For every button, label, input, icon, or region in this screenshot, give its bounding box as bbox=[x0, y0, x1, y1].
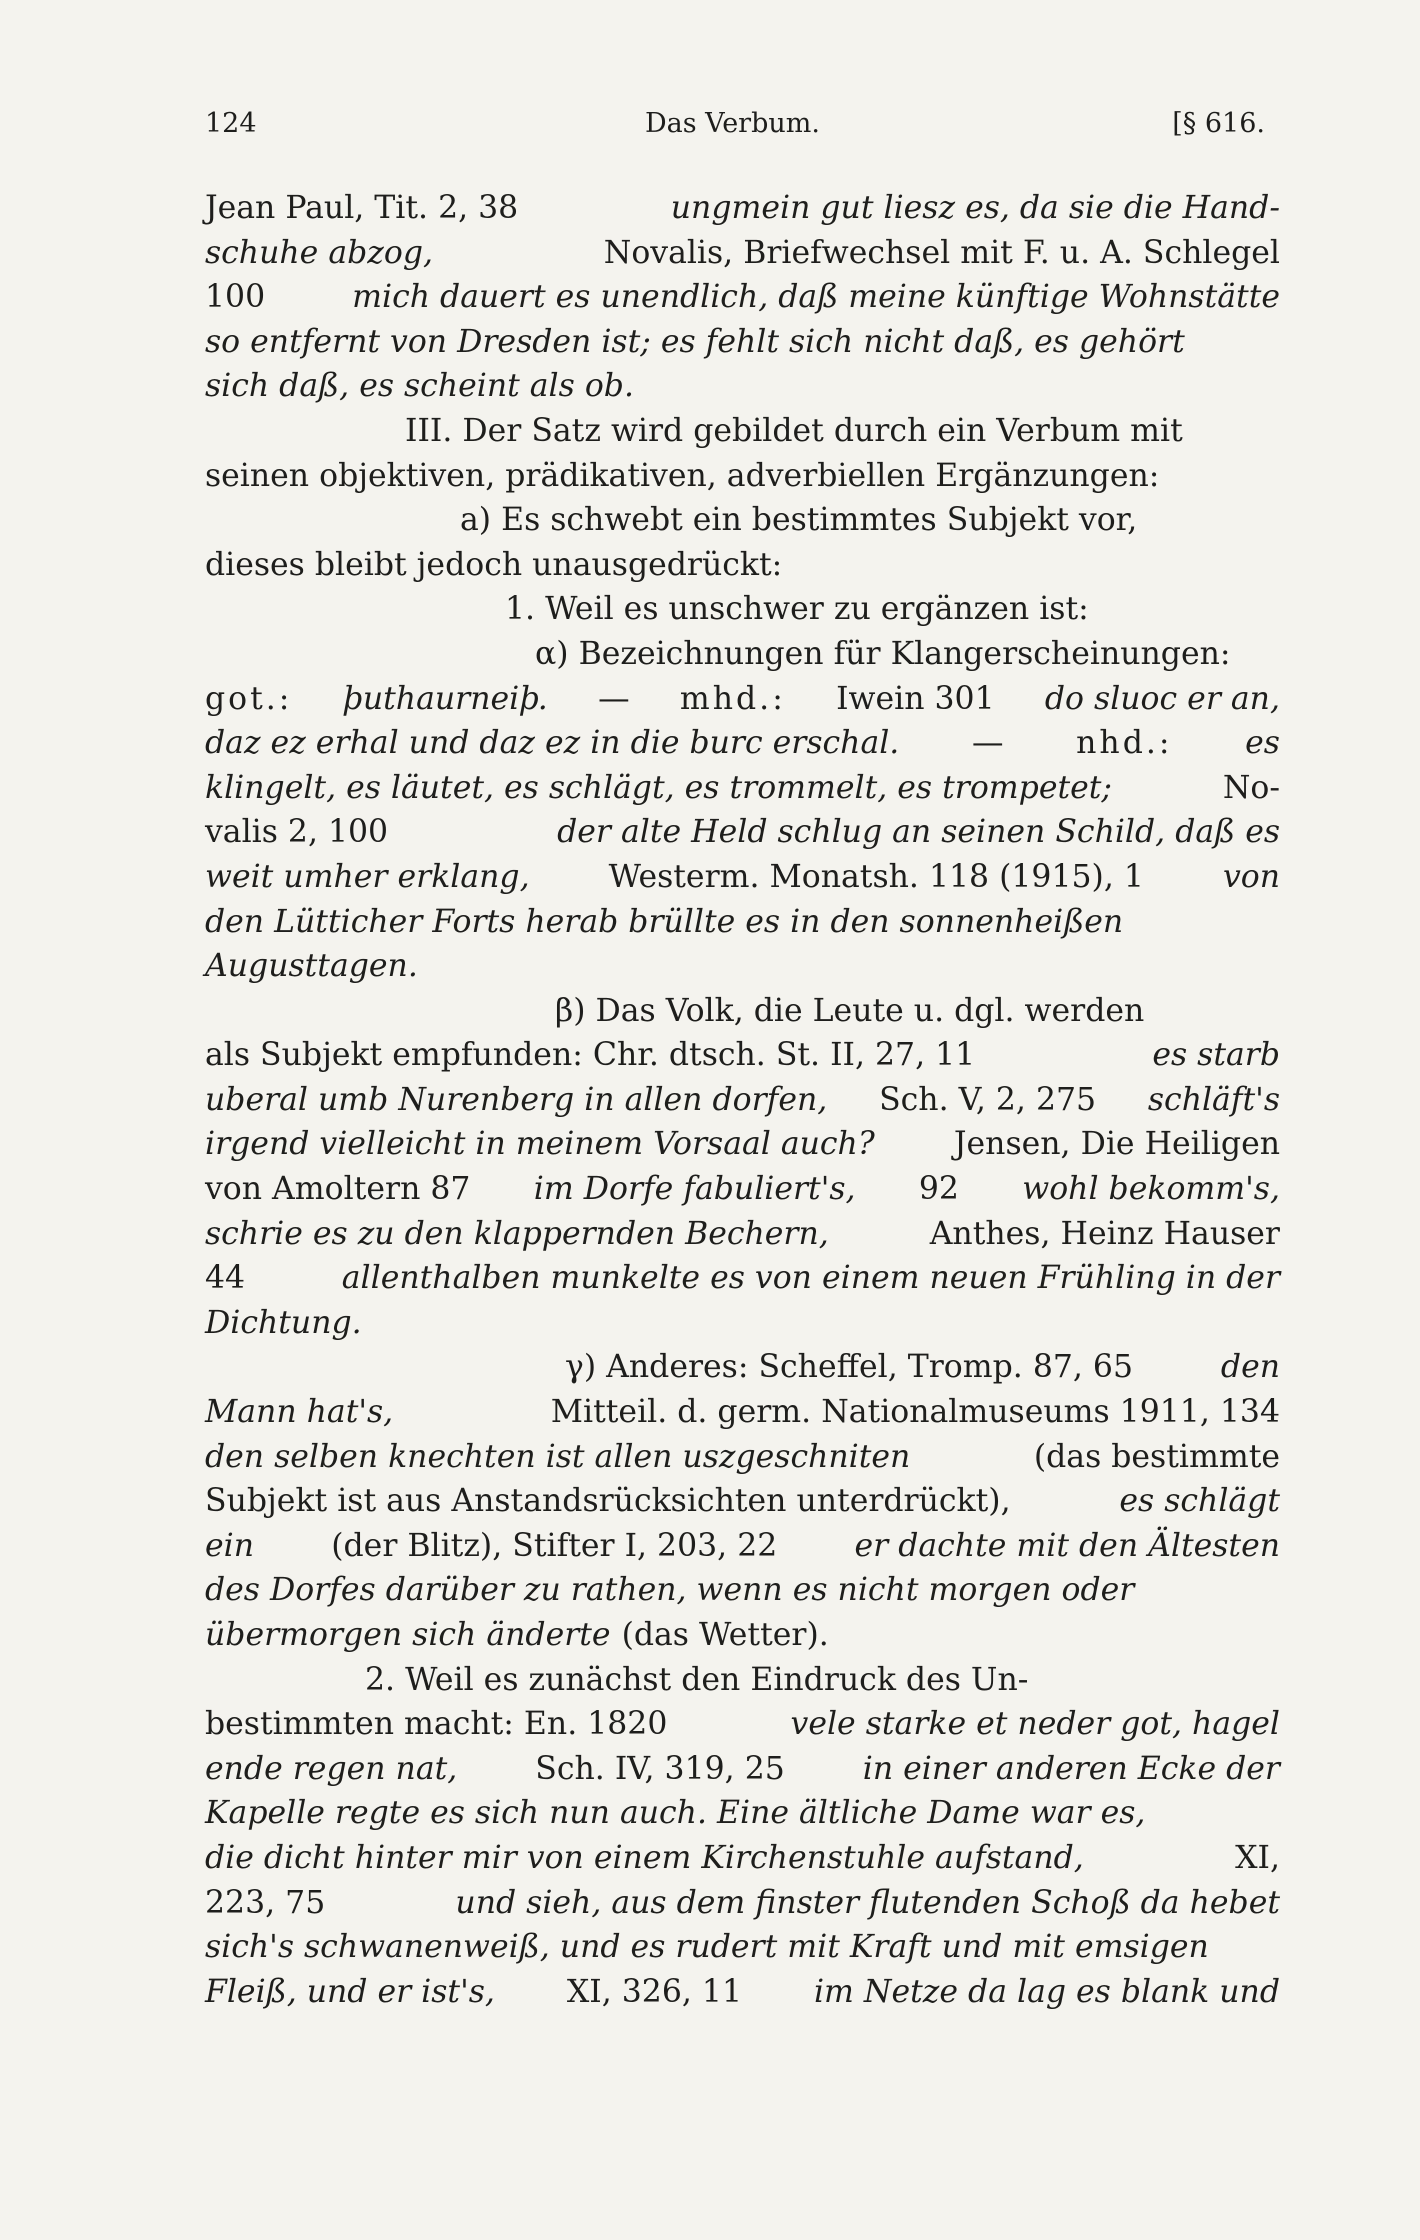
text-segment: III. Der Satz wird gebildet durch ein Verbum mit bbox=[405, 412, 1183, 449]
text-segment: Augusttagen. bbox=[205, 948, 418, 985]
text-line bbox=[205, 766, 1280, 811]
text-segment: allenthalben munkelte es von einem neuen Frühling in der bbox=[341, 1260, 1280, 1297]
text-segment: ein bbox=[205, 1527, 255, 1564]
text-segment: den bbox=[1220, 1349, 1280, 1386]
text-line bbox=[205, 1568, 1280, 1613]
text-line bbox=[205, 186, 1280, 231]
text-segment: wohl bekomm's, bbox=[1022, 1171, 1280, 1208]
text-line bbox=[205, 989, 1280, 1034]
text-line bbox=[205, 1524, 1280, 1569]
text-segment: es bbox=[1245, 725, 1280, 762]
text-segment: Jensen, Die Heiligen bbox=[953, 1126, 1280, 1163]
text-segment: schläft's bbox=[1147, 1081, 1280, 1118]
text-segment: in einer anderen Ecke der bbox=[862, 1750, 1280, 1787]
text-segment: got.: bbox=[205, 680, 293, 717]
text-segment: von bbox=[1222, 858, 1280, 895]
text-line bbox=[205, 1301, 1280, 1346]
text-line bbox=[205, 1791, 1280, 1836]
text-segment: α) Bezeichnungen für Klangerscheinungen: bbox=[535, 635, 1231, 672]
text-segment: (das bestimmte bbox=[1033, 1438, 1280, 1475]
text-segment: mich dauert es unendlich, daß meine künftige Wohnstätte bbox=[352, 279, 1280, 316]
text-segment: Subjekt ist aus Anstandsrücksichten unterdrückt), bbox=[205, 1483, 1011, 1520]
text-segment: Mitteil. d. germ. Nationalmuseums 1911, 134 bbox=[550, 1394, 1280, 1431]
text-line bbox=[205, 721, 1280, 766]
text-line bbox=[205, 1702, 1280, 1747]
text-line bbox=[205, 1613, 1280, 1658]
text-segment: ende regen nat, bbox=[205, 1750, 458, 1787]
text-segment: von Amoltern 87 bbox=[205, 1171, 471, 1208]
text-segment: im Dorfe fabuliert's, bbox=[533, 1171, 856, 1208]
text-line bbox=[205, 1836, 1280, 1881]
text-segment: valis 2, 100 bbox=[205, 814, 389, 851]
text-segment: uberal umb Nurenberg in allen dorfen, bbox=[205, 1081, 828, 1118]
text-segment: Sch. V, 2, 275 bbox=[879, 1081, 1097, 1118]
text-segment: Iwein 301 bbox=[836, 680, 995, 717]
text-segment: Novalis, Briefwechsel mit F. u. A. Schlegel bbox=[603, 234, 1280, 271]
text-segment: vele starke et neder got, hagel bbox=[790, 1706, 1280, 1743]
text-segment: Anthes, Heinz Hauser bbox=[929, 1215, 1280, 1252]
text-line bbox=[205, 498, 1280, 543]
text-segment: irgend vielleicht in meinem Vorsaal auch? bbox=[205, 1126, 875, 1163]
text-line bbox=[205, 1167, 1280, 1212]
text-segment: Sch. IV, 319, 25 bbox=[535, 1750, 785, 1787]
text-segment: übermorgen sich änderte bbox=[205, 1617, 611, 1653]
text-line bbox=[205, 1390, 1280, 1435]
text-line bbox=[205, 810, 1280, 855]
text-segment: — bbox=[971, 725, 1004, 762]
running-title: Das Verbum. bbox=[645, 108, 820, 139]
text-segment: Fleiß, und er ist's, bbox=[205, 1973, 495, 2010]
text-line bbox=[205, 1925, 1280, 1970]
text-segment: Kapelle regte es sich nun auch. Eine ältliche Dame war es, bbox=[205, 1795, 1146, 1832]
text-line bbox=[205, 900, 1280, 945]
page-header bbox=[205, 108, 1265, 148]
text-segment: Westerm. Monatsh. 118 (1915), 1 bbox=[608, 858, 1144, 895]
text-segment: Dichtung. bbox=[205, 1304, 362, 1341]
text-segment: No- bbox=[1222, 769, 1280, 806]
text-segment: und sieh, aus dem finster flutenden Schoß da hebet bbox=[455, 1884, 1280, 1921]
text-segment: 1. Weil es unschwer zu ergänzen ist: bbox=[505, 591, 1089, 628]
text-line bbox=[205, 1435, 1280, 1480]
text-segment: bestimmten macht: En. 1820 bbox=[205, 1706, 668, 1743]
text-segment: do sluoc er an, bbox=[1044, 680, 1280, 717]
text-line bbox=[205, 1970, 1280, 2015]
text-line bbox=[205, 1881, 1280, 1926]
text-line bbox=[205, 1658, 1280, 1703]
text-line bbox=[205, 1033, 1280, 1078]
text-segment: 92 bbox=[918, 1171, 959, 1208]
text-segment: den selben knechten ist allen uszgeschniten bbox=[205, 1438, 911, 1475]
text-segment: 100 bbox=[205, 279, 266, 316]
text-segment: γ) Anderes: Scheffel, Tromp. 87, 65 bbox=[565, 1349, 1134, 1386]
text-segment: sich's schwanenweiß, und es rudert mit Kraft und mit emsigen bbox=[205, 1929, 1209, 1966]
text-line bbox=[205, 364, 1280, 409]
text-segment: so entfernt von Dresden ist; es fehlt sich nicht daß, es gehört bbox=[205, 323, 1185, 360]
page-number: 124 bbox=[205, 108, 257, 139]
text-segment: 223, 75 bbox=[205, 1884, 326, 1921]
text-line bbox=[205, 587, 1280, 632]
section-reference: [§ 616. bbox=[1172, 108, 1265, 139]
body-text bbox=[205, 186, 1280, 2014]
text-segment: es schlägt bbox=[1119, 1483, 1280, 1520]
text-segment: weit umher erklang, bbox=[205, 858, 530, 895]
text-segment: er dachte mit den Ältesten bbox=[854, 1527, 1280, 1564]
text-segment: (das Wetter). bbox=[621, 1617, 829, 1653]
text-segment: es starb bbox=[1152, 1037, 1280, 1074]
text-segment: schuhe abzog, bbox=[205, 234, 434, 271]
text-line bbox=[205, 1078, 1280, 1123]
text-segment: mhd.: bbox=[679, 680, 786, 717]
text-line bbox=[205, 1747, 1280, 1792]
text-segment: nhd.: bbox=[1076, 725, 1173, 762]
text-segment: — bbox=[598, 680, 630, 717]
text-line bbox=[205, 320, 1280, 365]
text-line bbox=[205, 1256, 1280, 1301]
text-segment: der alte Held schlug an seinen Schild, daß es bbox=[557, 814, 1280, 851]
text-line bbox=[205, 454, 1280, 499]
text-segment: die dicht hinter mir von einem Kirchenstuhle aufstand, bbox=[205, 1839, 1084, 1876]
text-segment: den Lütticher Forts herab brüllte es in den sonnenheißen bbox=[205, 903, 1124, 940]
text-segment: klingelt, es läutet, es schlägt, es trommelt, es trompetet; bbox=[205, 769, 1113, 806]
text-line bbox=[205, 632, 1280, 677]
text-segment: als Subjekt empfunden: Chr. dtsch. St. II, 27, 11 bbox=[205, 1037, 976, 1074]
text-segment: 2. Weil es zunächst den Eindruck des Un- bbox=[365, 1661, 1029, 1698]
text-segment: dieses bleibt jedoch unausgedrückt: bbox=[205, 546, 783, 583]
text-segment: a) Es schwebt ein bestimmtes Subjekt vor, bbox=[460, 502, 1138, 539]
text-segment: des Dorfes darüber zu rathen, wenn es nicht morgen oder bbox=[205, 1572, 1135, 1609]
text-segment: XI, bbox=[1235, 1839, 1280, 1876]
text-segment: XI, 326, 11 bbox=[566, 1973, 743, 2010]
text-segment: Jean Paul, Tit. 2, 38 bbox=[205, 190, 519, 226]
text-line bbox=[205, 1122, 1280, 1167]
text-segment: daz ez erhal und daz ez in die burc erschal. bbox=[205, 725, 900, 762]
text-segment: ungmein gut liesz es, da sie die Hand- bbox=[670, 190, 1280, 226]
text-segment: sich daß, es scheint als ob. bbox=[205, 368, 634, 405]
text-line bbox=[205, 677, 1280, 722]
text-line bbox=[205, 231, 1280, 276]
text-line bbox=[205, 1345, 1280, 1390]
text-line bbox=[205, 543, 1280, 588]
text-segment: β) Das Volk, die Leute u. dgl. werden bbox=[555, 992, 1145, 1029]
text-line bbox=[205, 1212, 1280, 1257]
text-line bbox=[205, 275, 1280, 320]
text-segment: þuthaurneiþ. bbox=[342, 680, 548, 717]
text-segment: 44 bbox=[205, 1260, 246, 1297]
text-segment: im Netze da lag es blank und bbox=[813, 1973, 1280, 2010]
text-segment: seinen objektiven, prädikativen, adverbiellen Ergänzungen: bbox=[205, 457, 1160, 494]
text-line bbox=[205, 944, 1280, 989]
text-segment: schrie es zu den klappernden Bechern, bbox=[205, 1215, 829, 1252]
text-line bbox=[205, 1479, 1280, 1524]
text-segment: Mann hat's, bbox=[205, 1394, 394, 1431]
text-segment: (der Blitz), Stifter I, 203, 22 bbox=[331, 1527, 778, 1564]
text-line bbox=[205, 855, 1280, 900]
text-line bbox=[205, 409, 1280, 454]
